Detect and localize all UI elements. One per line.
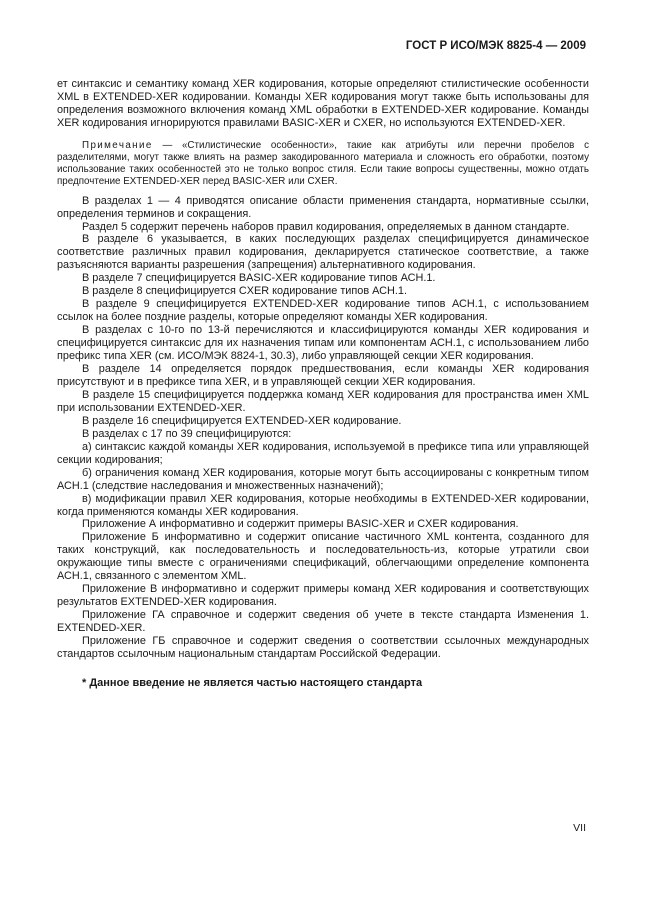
paragraph: В разделах с 17 по 39 специфицируются: <box>82 427 292 440</box>
paragraph: В разделе 9 специфицируется EXTENDED-XER кодирование типов АСН.1, с использованием ссылок на более поздние разделы, которые определяют команды XER кодирования. <box>57 298 589 324</box>
paragraph: В разделе 7 специфицируется BASIC-XER кодирование типов АСН.1. <box>82 272 436 285</box>
paragraph: В разделе 6 указывается, в каких последующих разделах специфицируется динамическое соответствие различных правил кодирования, декларируется статическое соответствие, а также разъясняются варианты разрешения (запрещения) альтернативного кодирования. <box>57 233 589 272</box>
note-paragraph <box>57 140 589 189</box>
list-item: в) модификации правил XER кодирования, которые необходимы в EXTENDED-XER кодировании, когда применяются команды XER кодирования. <box>57 492 589 518</box>
document-body <box>57 78 589 689</box>
paragraph: В разделах 1 — 4 приводятся описание области применения стандарта, нормативные ссылки, определения терминов и сокращения. <box>57 194 589 220</box>
paragraph: Приложение А информативно и содержит примеры BASIC-XER и CXER кодирования. <box>82 518 519 531</box>
paragraph: Приложение Б информативно и содержит описание частичного XML контента, созданного для таких конструкций, как последовательность и последовательность-из, которые утратили свои окружающие типы вместе с ограничениями спецификаций, облегчающими определение компонента АСН.1, связанного с элементом XML. <box>57 531 589 583</box>
note-text: — «Стилистические особенности», такие как атрибуты или перечни пробелов с разделителями, могут также влиять на размер закодированного материала и сложность его обработки, поэтому использование таких особенностей это не только вопрос стиля. Если такие вопросы существенны, можно отдать предпочтение EXTENDED-XER перед BASIC-XER или CXER. <box>57 139 589 188</box>
paragraph: В разделе 15 специфицируется поддержка команд XER кодирования для пространства имен XML при использовании EXTENDED-XER. <box>57 388 589 414</box>
paragraph: В разделе 14 определяется порядок предшествования, если команды XER кодирования присутствуют и в префиксе типа XER, и в управляющей секции XER кодирования. <box>57 363 589 388</box>
paragraph: В разделах с 10-го по 13-й перечисляются и классифицируются команды XER кодирования и специфицируется синтаксис для их назначения типам или компонентам АСН.1, с использованием либо префикс типа XER (см. ИСО/МЭК 8824-1, 30.3), либо управляющей секции XER кодирования. <box>57 324 589 363</box>
paragraph: Приложение В информативно и содержит примеры команд XER кодирования и соответствующих результатов EXTENDED-XER кодирования. <box>57 583 589 609</box>
intro-paragraph: ет синтаксис и семантику команд XER кодирования, которые определяют стилистические особенности XML в EXTENDED-XER кодировании. Команды XER кодирования могут также быть использованы для определения возможного включения команд XML обработки в EXTENDED-XER кодирование. Команды XER кодирования игнорируются правилами BASIC-XER и CXER, но используются EXTENDED-XER. <box>57 78 589 129</box>
list-item: а) синтаксис каждой команды XER кодирования, используемой в префиксе типа или управляющей секции кодирования; <box>57 440 589 466</box>
note-label: Примечание <box>82 139 153 151</box>
standard-header: ГОСТ Р ИСО/МЭК 8825-4 — 2009 <box>405 40 586 52</box>
page-number: VII <box>573 822 586 834</box>
footnote: * Данное введение не является частью настоящего стандарта <box>82 676 423 689</box>
paragraph: В разделе 16 специфицируется EXTENDED-XER кодирование. <box>82 414 402 427</box>
paragraph: Приложение ГБ справочное и содержит сведения о соответствии ссылочных международных стандартов ссылочным национальным стандартам Российской Федерации. <box>57 635 589 660</box>
paragraph: Раздел 5 содержит перечень наборов правил кодирования, определяемых в данном стандарте. <box>82 220 570 233</box>
paragraph: В разделе 8 специфицируется CXER кодирование типов АСН.1. <box>82 285 408 298</box>
list-item: б) ограничения команд XER кодирования, которые могут быть ассоциированы с конкретным типом АСН.1 (следствие наследования и множественных назначений); <box>57 466 589 492</box>
paragraph: Приложение ГА справочное и содержит сведения об учете в тексте стандарта Изменения 1. EXTENDED-XER. <box>57 609 589 635</box>
